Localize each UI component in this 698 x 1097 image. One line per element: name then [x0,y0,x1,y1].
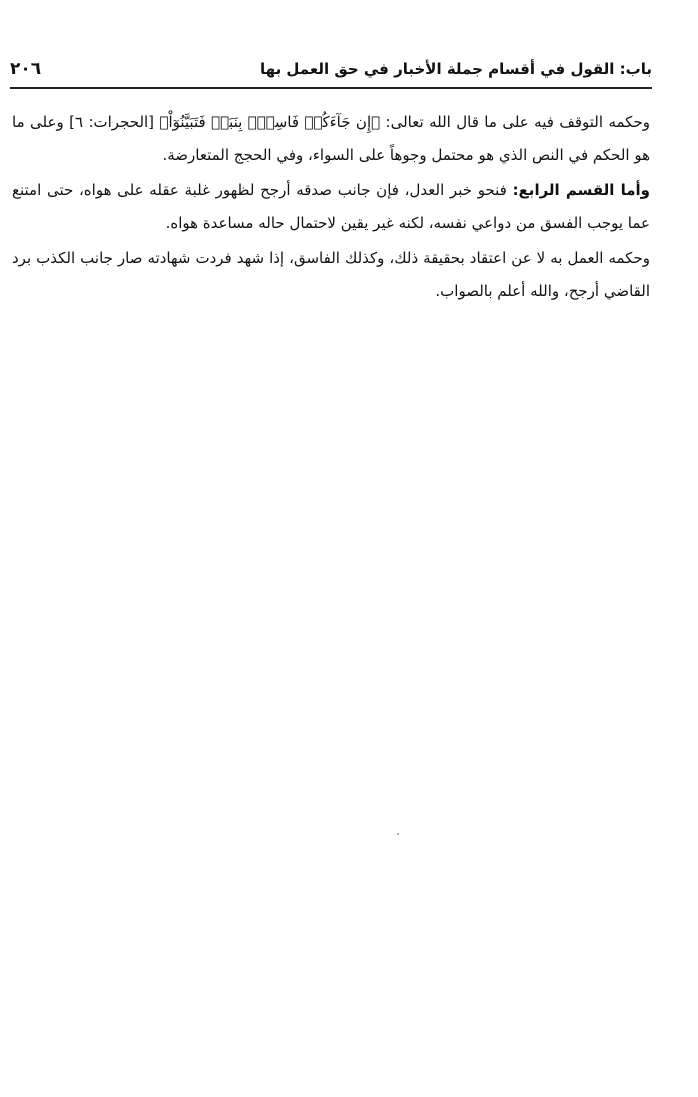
paragraph-2-text: فنحو خبر العدل، فإن جانب صدقه أرجح لظهور غلبة عقله على هواه، حتى امتنع عما يوجب الفسق من دواعي نفسه، لكنه غير يقين لاحتمال حاله مساعدة هواه. [12,181,650,232]
page-number: ٢٠٦ [10,59,42,79]
running-head: باب: القول في أقسام جملة الأخبار في حق العمل بها [260,60,652,78]
paragraph-1-text-before: وحكمه التوقف فيه على ما قال الله تعالى: [380,113,650,131]
paragraph-3 [12,242,650,307]
page-header [10,56,652,86]
paragraph-3-text: وحكمه العمل به لا عن اعتقاد بحقيقة ذلك، وكذلك الفاسق، إذا شهد فردت شهادته صار جانب الكذب برد القاضي أرجح، والله أعلم بالصواب. [12,249,650,300]
paragraph-1 [12,106,650,171]
quran-verse: ﴿إِن جَآءَكُمۡ فَاسِقُۢ بِنَبَإٖ فَتَبَيَّنُوٓاْ﴾ [159,113,381,131]
header-rule [10,87,652,89]
paragraph-1-text-after: [الحجرات: ٦] وعلى ما هو الحكم في النص الذي هو محتمل وجوهاً على السواء، وفي الحجج المتعارضة. [12,113,650,164]
section-label: وأما القسم الرابع: [512,181,650,199]
body-text [12,106,650,307]
paragraph-2 [12,174,650,239]
scan-speck [397,833,399,835]
